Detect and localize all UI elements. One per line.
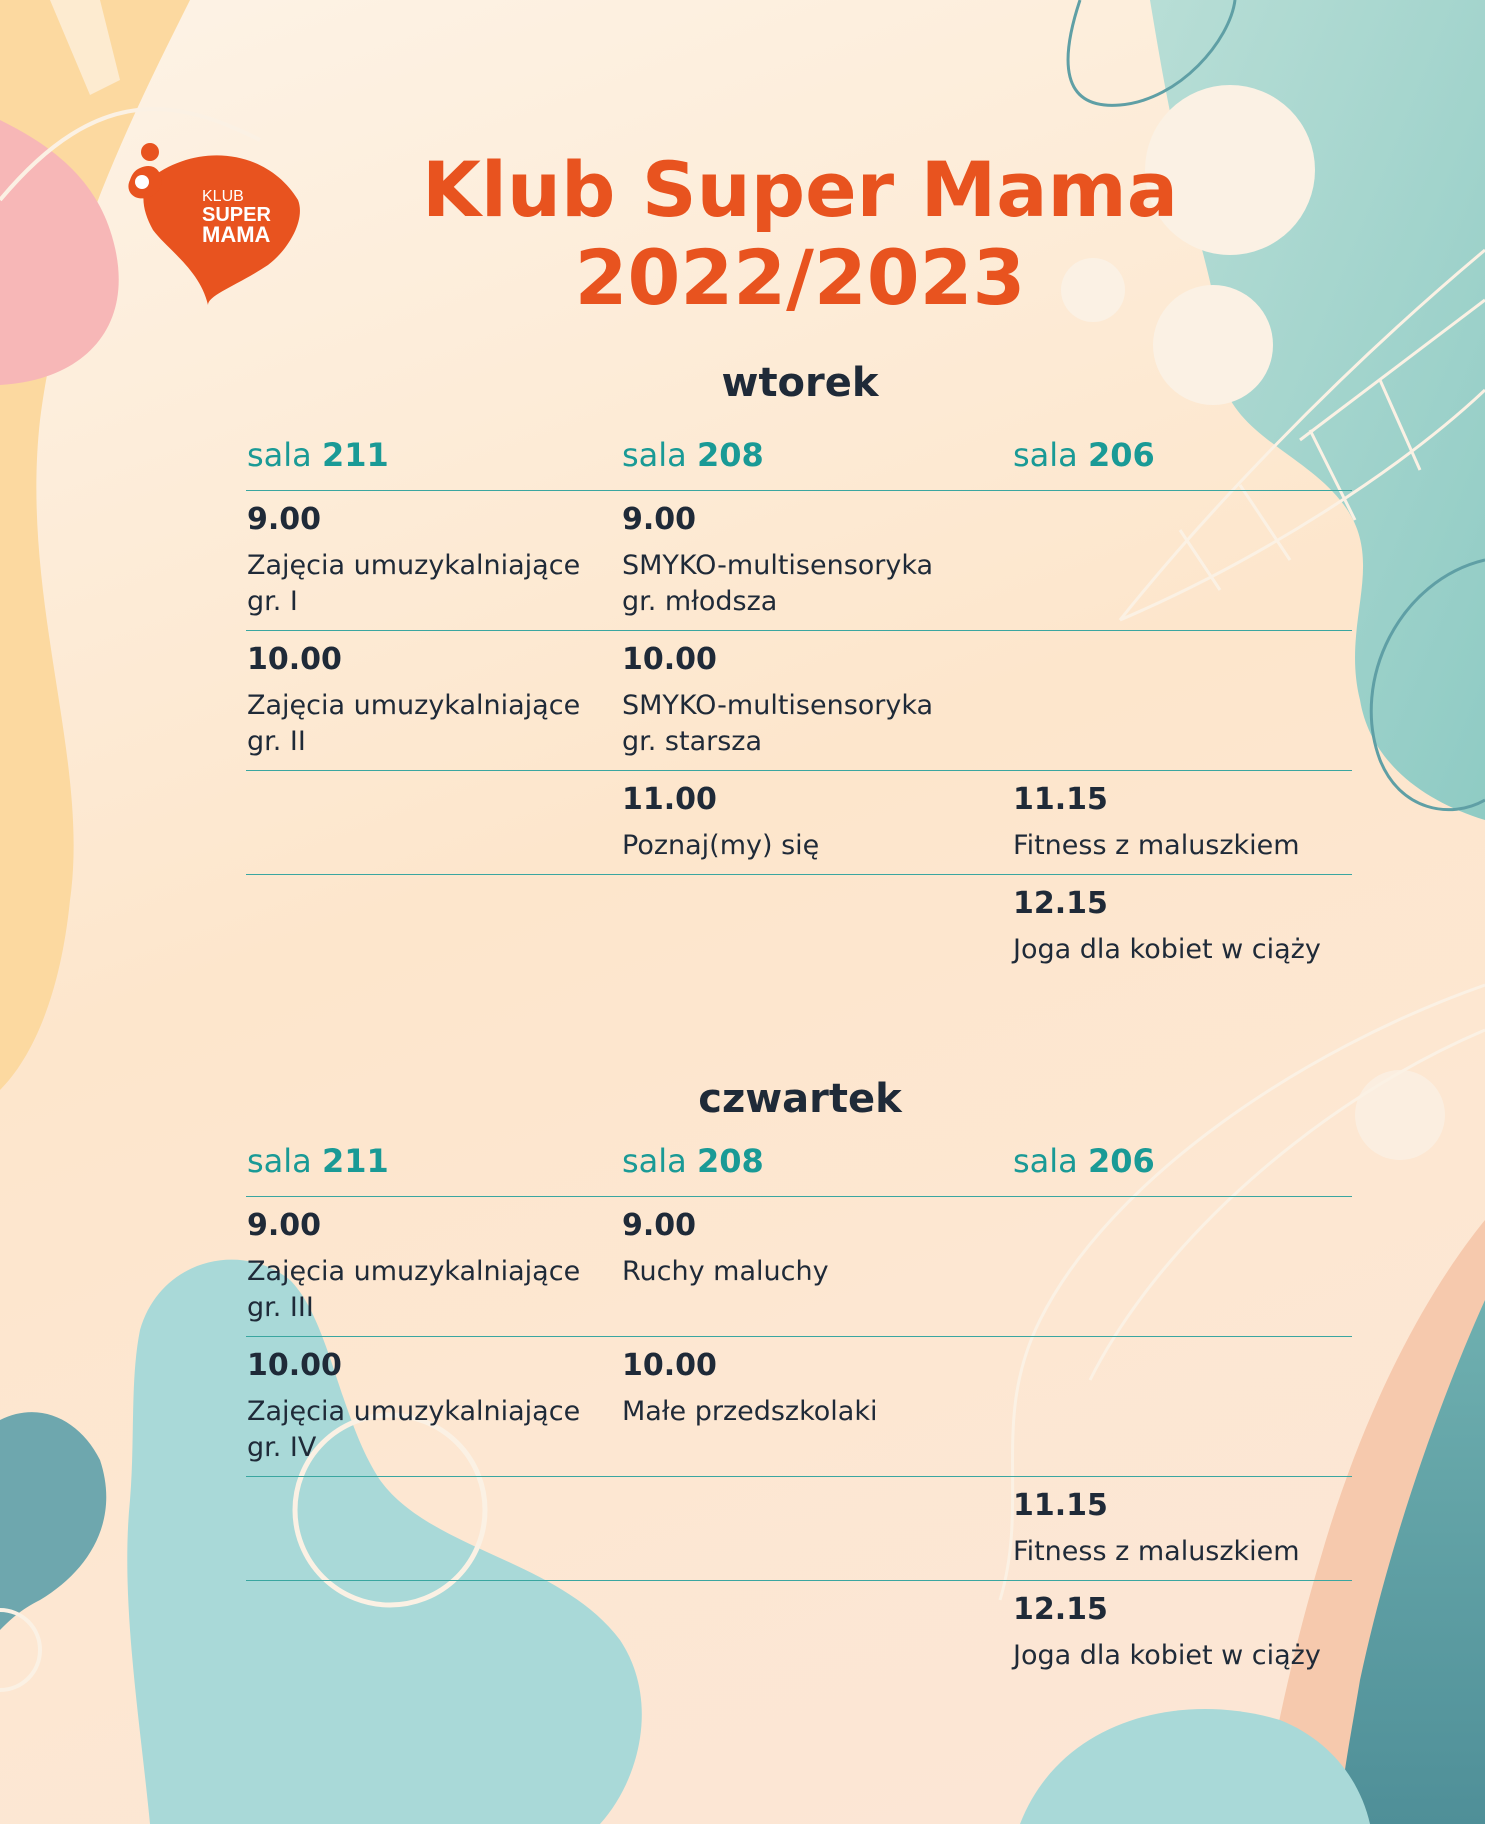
session-time: 9.00 — [247, 502, 322, 537]
room-header: sala 211 — [247, 1142, 389, 1180]
session-name: Zajęcia umuzykalniające gr. I — [247, 550, 581, 617]
session-time: 9.00 — [622, 502, 697, 537]
divider — [246, 770, 1352, 771]
divider — [246, 490, 1352, 491]
divider — [246, 630, 1352, 631]
session-time: 9.00 — [247, 1208, 322, 1243]
divider — [246, 1580, 1352, 1581]
session-name: Poznaj(my) się — [622, 830, 820, 861]
room-header: sala 206 — [1013, 436, 1155, 474]
session-time: 12.15 — [1013, 1592, 1108, 1627]
logo-wordmark — [202, 187, 271, 247]
divider — [246, 1336, 1352, 1337]
session-time: 10.00 — [622, 642, 717, 677]
session-time: 10.00 — [247, 642, 342, 677]
room-header: sala 211 — [247, 436, 389, 474]
session-name: Fitness z maluszkiem — [1013, 1536, 1300, 1567]
session-name: Joga dla kobiet w ciąży — [1013, 1640, 1321, 1671]
session-name: SMYKO-multisensoryka gr. młodsza — [622, 550, 934, 617]
logo-line-1: KLUB — [202, 188, 244, 205]
room-header: sala 208 — [622, 436, 764, 474]
session-time: 10.00 — [622, 1348, 717, 1383]
session-name: Zajęcia umuzykalniające gr. III — [247, 1256, 581, 1323]
session-name: Joga dla kobiet w ciąży — [1013, 934, 1321, 965]
room-header: sala 208 — [622, 1142, 764, 1180]
day-heading-thursday: czwartek — [698, 1076, 902, 1122]
logo-line-2: SUPER — [202, 204, 271, 226]
session-name: SMYKO-multisensoryka gr. starsza — [622, 690, 934, 757]
day-heading-tuesday: wtorek — [721, 360, 879, 406]
session-time: 11.15 — [1013, 1488, 1108, 1523]
session-time: 10.00 — [247, 1348, 342, 1383]
logo-line-3: MAMA — [202, 222, 271, 247]
session-time: 12.15 — [1013, 886, 1108, 921]
page-title: Klub Super Mama — [421, 145, 1179, 234]
session-name: Zajęcia umuzykalniające gr. II — [247, 690, 581, 757]
page-subtitle-year: 2022/2023 — [574, 233, 1026, 322]
session-time: 11.00 — [622, 782, 717, 817]
session-time: 9.00 — [622, 1208, 697, 1243]
divider — [246, 874, 1352, 875]
session-name: Fitness z maluszkiem — [1013, 830, 1300, 861]
session-name: Zajęcia umuzykalniające gr. IV — [247, 1396, 581, 1463]
session-name: Małe przedszkolaki — [622, 1396, 878, 1427]
divider — [246, 1476, 1352, 1477]
room-header: sala 206 — [1013, 1142, 1155, 1180]
session-name: Ruchy maluchy — [622, 1256, 829, 1287]
session-time: 11.15 — [1013, 782, 1108, 817]
divider — [246, 1196, 1352, 1197]
